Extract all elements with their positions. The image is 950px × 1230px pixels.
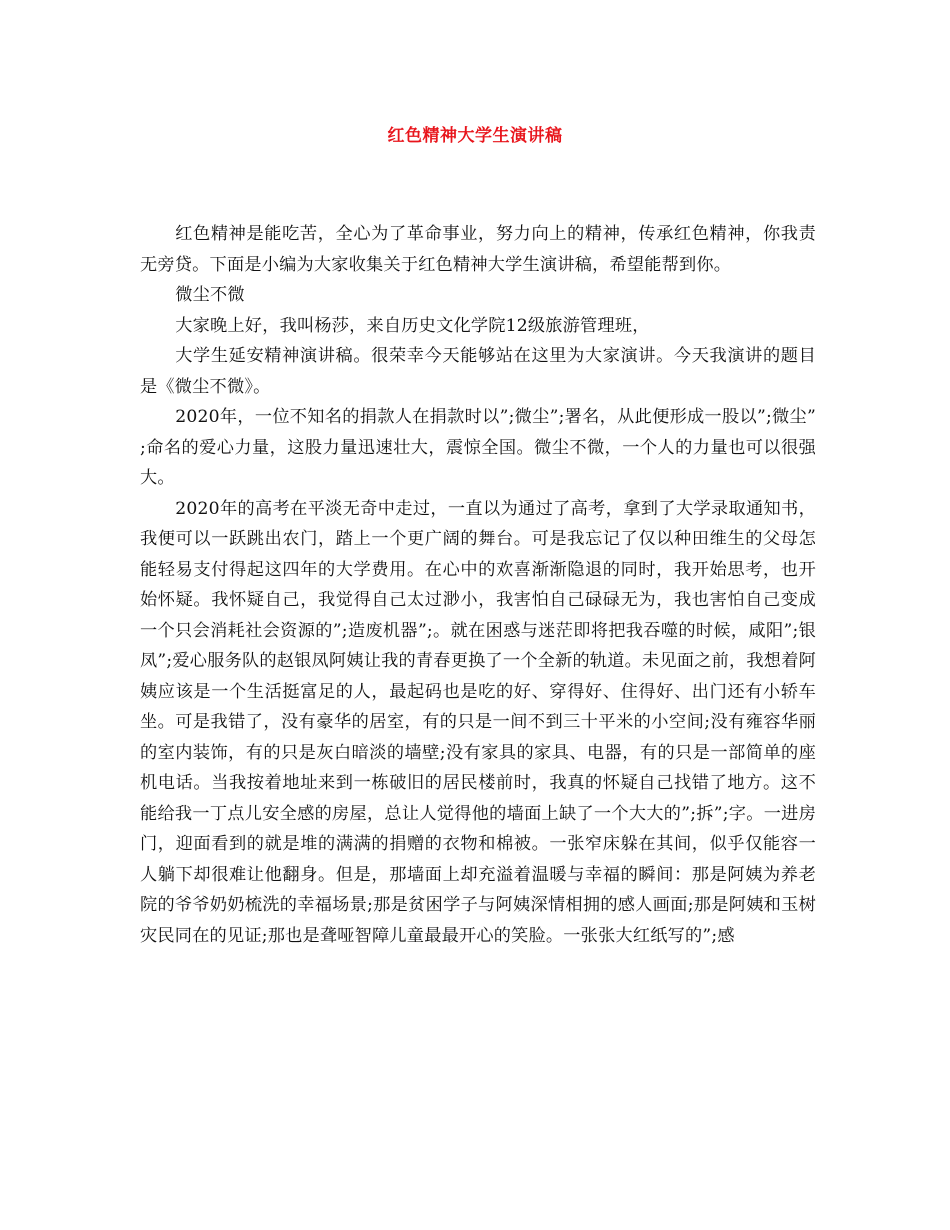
paragraph-intro: 红色精神是能吃苦，全心为了革命事业，努力向上的精神，传承红色精神，你我责无旁贷。下面是小编为大家收集关于红色精神大学生演讲稿，希望能帮到你。	[140, 224, 816, 275]
paragraph-topic: 大学生延安精神演讲稿。很荣幸今天能够站在这里为大家演讲。今天我演讲的题目是《微尘不微》。	[140, 346, 816, 397]
paragraph-weichen: 2020年，一位不知名的捐款人在捐款时以”;微尘”;署名，从此便形成一股以”;微尘”;命名的爱心力量，这股力量迅速壮大，震惊全国。微尘不微，一个人的力量也可以很强大。	[140, 407, 816, 488]
document-body	[140, 219, 816, 951]
paragraph-subtitle: 微尘不微	[175, 285, 245, 305]
paragraph-greeting: 大家晚上好，我叫杨莎，来自历史文化学院12级旅游管理班，	[175, 315, 650, 336]
paragraph-story: 2020年的高考在平淡无奇中走过，一直以为通过了高考，拿到了大学录取通知书，我便可以一跃跳出农门，踏上一个更广阔的舞台。可是我忘记了仅以种田维生的父母怎能轻易支付得起这四年的大学费用。在心中的欢喜渐渐隐退的同时，我开始思考，也开始怀疑。我怀疑自己，我觉得自己太过渺小，我害怕自己碌碌无为，我也害怕自己变成一个只会消耗社会资源的”;造废机器”;。就在困惑与迷茫即将把我吞噬的时候，咸阳”;银凤”;爱心服务队的赵银凤阿姨让我的青春更换了一个全新的轨道。未见面之前，我想着阿姨应该是一个生活挺富足的人，最起码也是吃的好、穿得好、住得好、出门还有小轿车坐。可是我错了，没有豪华的居室，有的只是一间不到三十平米的小空间;没有雍容华丽的室内装饰，有的只是灰白暗淡的墙壁;没有家具的家具、电器，有的只是一部简单的座机电话。当我按着地址来到一栋破旧的居民楼前时，我真的怀疑自己找错了地方。这不能给我一丁点儿安全感的房屋，总让人觉得他的墙面上缺了一个大大的”;拆”;字。一进房门，迎面看到的就是堆的满满的捐赠的衣物和棉被。一张窄床躲在其间，似乎仅能容一人躺下却很难让他翻身。但是，那墙面上却充溢着温暖与幸福的瞬间：那是阿姨为养老院的爷爷奶奶梳洗的幸福场景;那是贫困学子与阿姨深情相拥的感人画面;那是阿姨和玉树灾民同在的见证;那也是聋哑智障儿童最最开心的笑脸。一张张大红纸写的”;感	[140, 498, 816, 946]
document-title: 红色精神大学生演讲稿	[387, 126, 563, 146]
